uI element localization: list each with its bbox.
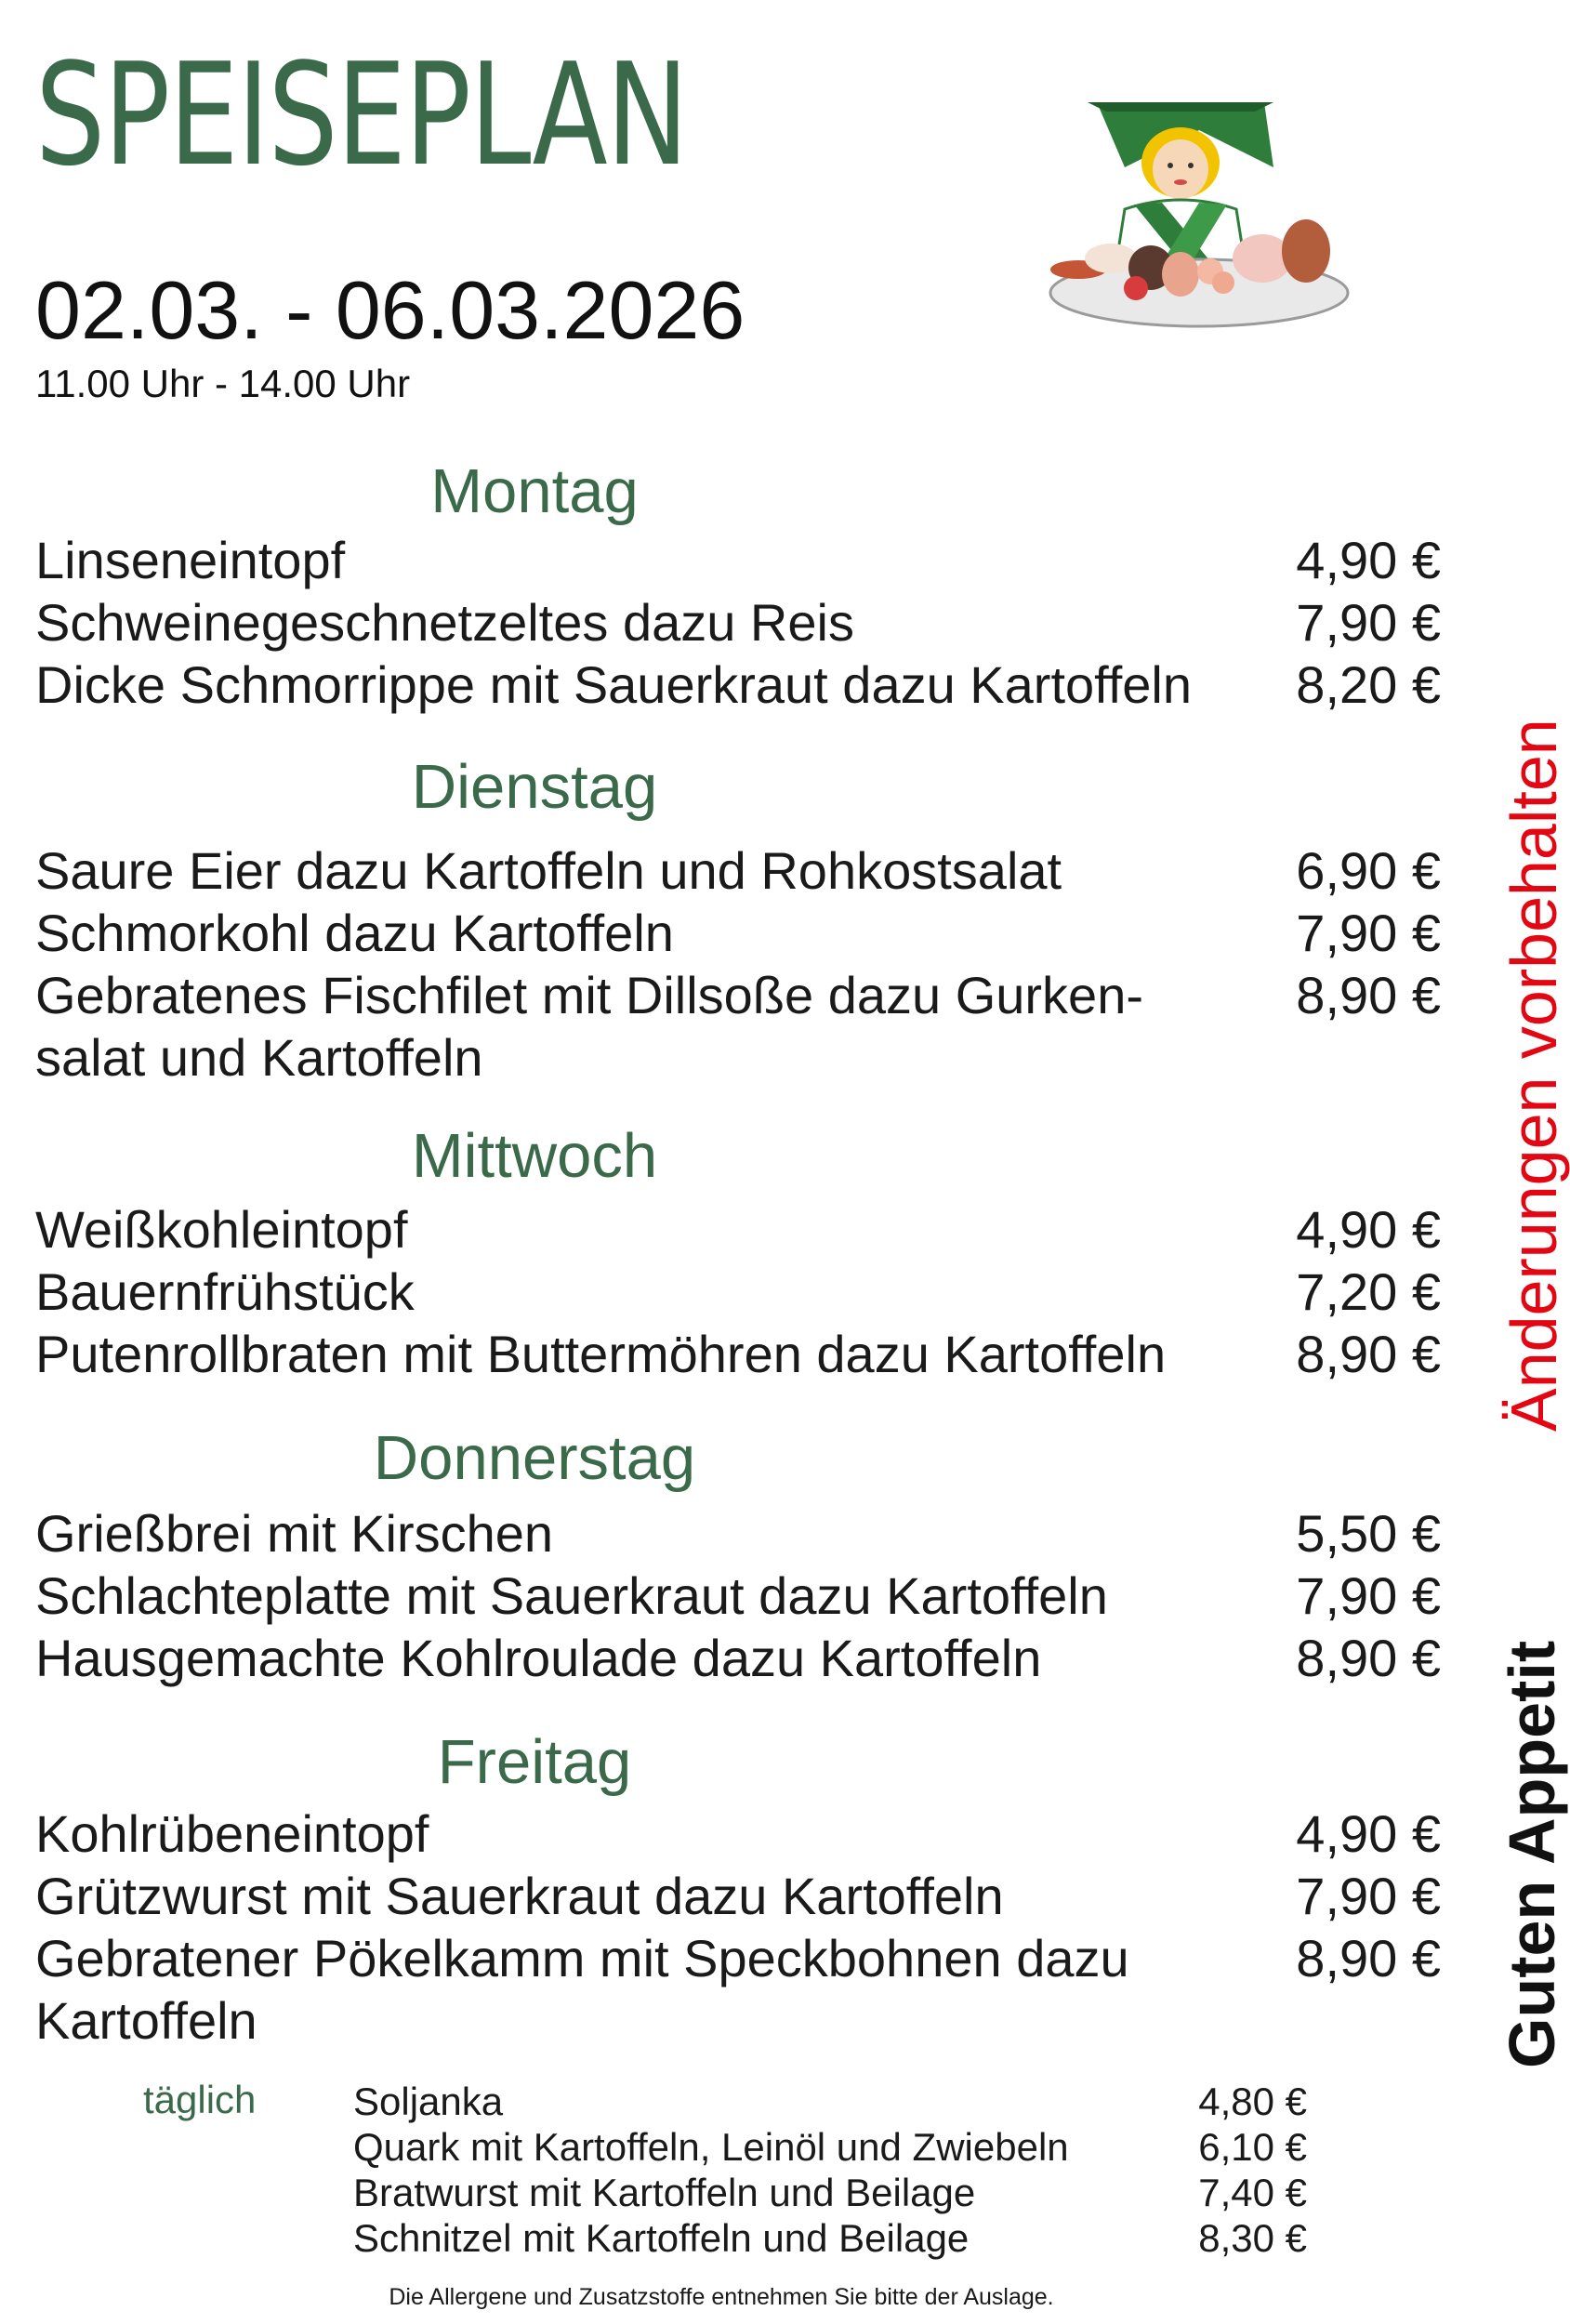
dish-name: Schlachteplatte mit Sauerkraut dazu Kartoffeln bbox=[35, 1566, 1108, 1625]
dish-price: 8,90 € bbox=[1296, 966, 1441, 1024]
menu-row-continuation bbox=[35, 1027, 1402, 1089]
menu-row bbox=[35, 592, 1441, 654]
dish-name: Grützwurst mit Sauerkraut dazu Kartoffeln bbox=[35, 1867, 1004, 1925]
daily-dish-price: 4,80 € bbox=[1198, 2080, 1307, 2123]
dish-price: 5,50 € bbox=[1296, 1504, 1441, 1563]
day-heading-dienstag: Dienstag bbox=[411, 752, 658, 822]
daily-dish-price: 6,10 € bbox=[1198, 2125, 1307, 2169]
dish-price: 6,90 € bbox=[1296, 841, 1441, 900]
menu-row bbox=[35, 840, 1441, 902]
dish-name: Saure Eier dazu Kartoffeln und Rohkostsalat bbox=[35, 841, 1062, 900]
daily-dish-name: Quark mit Kartoffeln, Leinöl und Zwiebeln bbox=[353, 2125, 1069, 2169]
opening-hours: 11.00 Uhr - 14.00 Uhr bbox=[35, 362, 411, 405]
day-heading-mittwoch: Mittwoch bbox=[411, 1121, 658, 1191]
daily-dish-price: 7,40 € bbox=[1198, 2171, 1307, 2214]
daily-dish-name: Soljanka bbox=[353, 2080, 504, 2123]
menu-row bbox=[35, 1866, 1441, 1927]
dish-price: 7,90 € bbox=[1296, 904, 1441, 962]
butcher-girl-with-platter-icon bbox=[1041, 93, 1357, 335]
dish-name-line2: Kartoffeln bbox=[35, 1991, 257, 2050]
menu-row bbox=[35, 654, 1441, 716]
menu-row bbox=[35, 1261, 1441, 1323]
dish-name: Bauernfrühstück bbox=[35, 1262, 415, 1321]
guten-appetit-text: Guten Appetit bbox=[1496, 1640, 1568, 2068]
dish-name: Dicke Schmorrippe mit Sauerkraut dazu Kartoffeln bbox=[35, 655, 1192, 714]
menu-row bbox=[35, 1565, 1441, 1627]
changes-reserved-notice: Änderungen vorbehalten bbox=[1497, 719, 1570, 1432]
day-heading-donnerstag: Donnerstag bbox=[373, 1423, 696, 1493]
menu-title: SPEISEPLAN bbox=[35, 33, 688, 197]
dish-price: 8,90 € bbox=[1296, 1325, 1441, 1383]
dish-name: Gebratener Pökelkamm mit Speckbohnen dazu bbox=[35, 1929, 1129, 1987]
menu-row bbox=[35, 1503, 1441, 1565]
menu-row bbox=[35, 1199, 1441, 1261]
dish-price: 8,20 € bbox=[1296, 655, 1441, 714]
menu-row bbox=[35, 1928, 1441, 1989]
dish-price: 4,90 € bbox=[1296, 1804, 1441, 1863]
menu-row bbox=[35, 1324, 1441, 1385]
menu-row bbox=[35, 965, 1441, 1026]
daily-row bbox=[353, 2124, 1307, 2171]
dish-price: 7,90 € bbox=[1296, 1867, 1441, 1925]
menu-row bbox=[35, 530, 1441, 591]
dish-name: Hausgemachte Kohlroulade dazu Kartoffeln bbox=[35, 1629, 1042, 1687]
day-heading-montag: Montag bbox=[430, 456, 639, 526]
dish-name: Grießbrei mit Kirschen bbox=[35, 1504, 554, 1563]
daily-label: täglich bbox=[143, 2078, 257, 2121]
menu-row bbox=[35, 903, 1441, 964]
dish-price: 8,90 € bbox=[1296, 1929, 1441, 1987]
dish-name-line2: salat und Kartoffeln bbox=[35, 1028, 483, 1087]
dish-name: Weißkohleintopf bbox=[35, 1200, 408, 1259]
dish-price: 8,90 € bbox=[1296, 1629, 1441, 1687]
daily-dish-name: Bratwurst mit Kartoffeln und Beilage bbox=[353, 2171, 976, 2214]
dish-name: Schweinegeschnetzeltes dazu Reis bbox=[35, 593, 854, 652]
daily-dish-name: Schnitzel mit Kartoffeln und Beilage bbox=[353, 2216, 970, 2260]
daily-row bbox=[353, 2079, 1307, 2125]
allergen-footnote: Die Allergene und Zusatzstoffe entnehmen Sie bitte der Auslage. bbox=[389, 2284, 1054, 2310]
date-range: 02.03. - 06.03.2026 bbox=[35, 264, 745, 356]
dish-name: Kohlrübeneintopf bbox=[35, 1804, 429, 1863]
daily-row bbox=[353, 2215, 1307, 2262]
dish-price: 7,90 € bbox=[1296, 1566, 1441, 1625]
dish-price: 4,90 € bbox=[1296, 531, 1441, 589]
dish-price: 7,20 € bbox=[1296, 1262, 1441, 1321]
dish-name: Putenrollbraten mit Buttermöhren dazu Kartoffeln bbox=[35, 1325, 1167, 1383]
menu-row-continuation bbox=[35, 1990, 1402, 2052]
menu-row bbox=[35, 1628, 1441, 1689]
dish-name: Gebratenes Fischfilet mit Dillsoße dazu Gurken- bbox=[35, 966, 1143, 1024]
menu-row bbox=[35, 1803, 1441, 1865]
dish-name: Schmorkohl dazu Kartoffeln bbox=[35, 904, 674, 962]
daily-dish-price: 8,30 € bbox=[1198, 2216, 1307, 2260]
dish-price: 7,90 € bbox=[1296, 593, 1441, 652]
dish-price: 4,90 € bbox=[1296, 1200, 1441, 1259]
daily-row bbox=[353, 2170, 1307, 2216]
dish-name: Linseneintopf bbox=[35, 531, 346, 589]
day-heading-freitag: Freitag bbox=[437, 1727, 632, 1797]
